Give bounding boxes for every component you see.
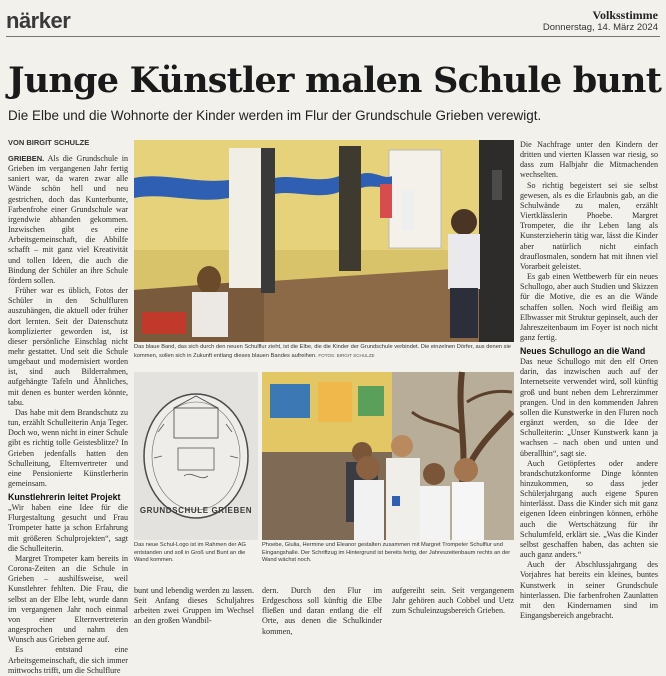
paragraph: „Wir haben eine Idee für die Flurgestaltung gesucht und Frau Trompeter hatte ja schon Erfahrung mit größeren Schulprojekten“, sagt die Schulleiterin. (8, 503, 128, 553)
paragraph: Das neue Schullogo mit den elf Orten darin, das inzwischen auch auf der Internetseite verwendet wird, soll künftig groß und bunt neben dem Lehrerzimmer prangen. Und in den kommenden Jahren sollen die Kunstwerke in den Fluren noch ergänzt werden, so die Idee der Schulleiterin: „Unser Kunstwerk kann ja wachsen – nach oben und unten und überallhin“, sagt sie. (520, 357, 658, 458)
paragraph: Es entstand eine Arbeitsgemeinschaft, die sich immer mittwochs trifft, um die Schulflure (8, 645, 128, 675)
article-column-1 (8, 154, 128, 675)
headline: Junge Künstler malen Schule bunt (8, 60, 662, 101)
subheadline: Die Elbe und die Wohnorte der Kinder werden im Flur der Grundschule Grieben verewigt. (8, 108, 542, 123)
header-rule (6, 36, 660, 37)
paragraph: Das habe mit dem Brandschutz zu tun, erzählt Schulleiterin Anja Teger. Doch wo, wenn nicht in einer Schule gibt es richtig tolle Geistesblitze? In Grieben jedenfalls hatten den Schulleitung, Elternvertreter und eine Pensionierte Künstlerherin gemeinsam. (8, 407, 128, 488)
school-logo-photo (134, 372, 258, 540)
paragraph: Früher war es üblich, Fotos der Schüler in den Schulfluren auszuhängen, die aktuell oder früher dort lernten. Seit der Datenschutz komplizierter geworden ist, ist dieser persönliche Einschlag nicht mehr gestattet. Und seit die Schule umgebaut und modernisiert worden ist, sind auch Bilderrahmen, aufgehängte Tafeln und Ähnliches, mit denen es bunter werden könnte, tabu. (8, 286, 128, 407)
article-column-5 (520, 140, 658, 640)
paragraph: Die Nachfrage unter den Kindern der dritten und vierten Klassen war riesig, so dass zum Halbjahr die Mitmachenden wechselten. (520, 140, 658, 180)
issue-date: Donnerstag, 14. März 2024 (542, 22, 658, 33)
section-heading: Kunstlehrerin leitet Projekt (8, 492, 121, 503)
article-column-3: dern. Durch den Flur im Erdgeschoss soll künftig die Elbe fließen und daran entlang die elf Orte, aus denen die Schulkinder kommen, (262, 586, 382, 636)
section-heading: Neues Schullogo an die Wand (520, 346, 646, 357)
logo-lettering: GRUNDSCHULE GRIEBEN (139, 506, 253, 515)
group-photo (262, 372, 514, 540)
group-photo-caption: Phoebe, Giulia, Hermine und Eleanor gestalten zusammen mit Margret Trompeter Schulflur und Eingangshalle. Der Schriftzug im Hintergrund ist bereits fertig, der Jahreszeitenbaum rechts an der Wand wächst noch. (262, 542, 511, 564)
caption-text: Das blaue Band, das sich durch den neuen Schulflur zieht, ist die Elbe, die die Kinder der Grundschule verbindet. Die einzelnen Dörfer, aus denen sie kommen, sollen sich in Zukunft entlang dieses blauen Bandes aufreihen. (134, 344, 511, 359)
school-logo-caption: Das neue Schul-Logo ist im Rahmen der AG entstanden und soll in Groß und Bunt an die Wand kommen. (134, 542, 246, 564)
paragraph: Als die Grundschule in Grieben im vergangenen Jahr fertig saniert war, da waren zwar alle Wände schön hell und neu gestrichen, doch das Kunterbunte, Farbenfrohe einer Grundschule war irgendwie abhanden gekommen. Inzwischen gibt es eine Arbeitsgemeinschaft, die Abhilfe schafft – mit ganz viel Kreativität und tollen Ideen, die auch die Bindung der Schüler an ihre Schule fördern sollen. (8, 154, 128, 285)
hallway-photo (134, 140, 514, 342)
paragraph: Es gab einen Wettbewerb für ein neues Schullogo, aber auch Studien und Skizzen für die Motive, die es an die Wände schaffen sollen. Noch wird fleißig am Elbwasser mit Struktur gepinselt, auch der Jahreszeitenbaum im Foyer ist noch nicht ganz fertig. (520, 272, 658, 342)
paragraph: Auch der Abschlussjahrgang des Vorjahres hat bereits ein kleines, buntes Kunstwerk in seiner Grundschule hinterlassen. Die farbenfrohen Zaunlatten mit den Kindernamen sind im Eingangsbereich angebracht. (520, 560, 658, 621)
article-column-4: aufgereiht sein. Seit vergangenem Jahr gehören auch Cobbel und Uetz zum Schuleinzugsbereich Grieben. (392, 586, 514, 616)
dateline: GRIEBEN. (8, 154, 45, 163)
paragraph: Margret Trompeter kam bereits in Corona-Zeiten an die Schule in Grieben – aushilfsweise, weil Kunstlehrer fehlten. Die Frau, die selbst an der Elbe lebt, wurde dann im vergangenen Jahr noch einmal von einer Elternvertreterin angesprochen und nahm den Wunsch aus Grieben gerne auf. (8, 553, 128, 645)
byline: VON BIRGIT SCHULZE (8, 138, 90, 147)
newspaper-name: Volksstimme (592, 8, 658, 22)
article-column-2: bunt und lebendig werden zu lassen. Seit Anfang dieses Schuljahres arbeiten zwei Gruppen im Wechsel an den großen Wandbil- (134, 586, 254, 626)
section-name: närker (6, 8, 71, 33)
photo-credit: FOTOS: BIRGIT SCHULZE (318, 352, 375, 358)
hallway-photo-caption (134, 344, 514, 366)
paragraph: Auch Getöpfertes oder andere brandschutzkonforme Dinge könnten hinzukommen, so dass jeder Schülerjahrgang auch eigene Spuren hinterlässt. Dass die Kinder sich mit ganz eigenen Ideen einbringen können, erhöhe auch die Wertschätzung für ihr Schulumfeld, erklärt sie. „Was die Kinder selbst geschaffen haben, das achten sie auch ganz anders.“ (520, 458, 658, 560)
paragraph: So richtig begeistert sei sie selbst gewesen, als es die Erlaubnis gab, an die Schulwände zu malen, erzählt Viertklässlerin Phoebe. Margret Trompeter, die ihr Leben lang als Kunsterzieherin tätig war, lässt die Kinder aber natürlich nicht einfach drauflosmalen, sondern hat mit ihnen viel Vorarbeit geleistet. (520, 180, 658, 271)
